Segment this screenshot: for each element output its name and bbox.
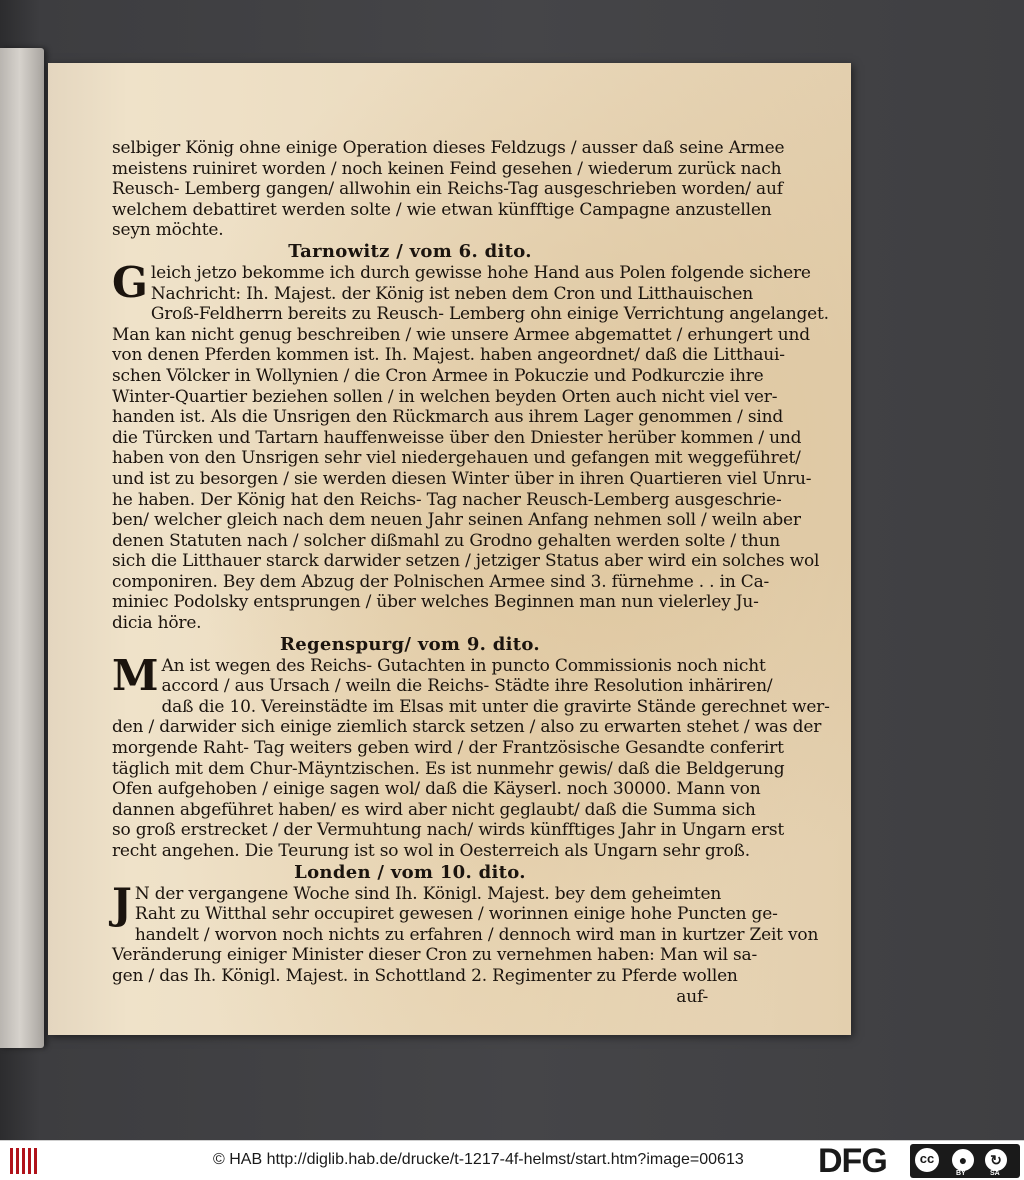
- text-line: den / darwider sich einige ziemlich starck setzen / also zu erwarten stehet / was der: [112, 717, 822, 738]
- text-line: haben von den Unsrigen sehr viel niedergehauen und gefangen mit weggeführet/: [112, 448, 801, 469]
- text-line: N der vergangene Woche sind Ih. Königl. Majest. bey dem geheimten: [134, 883, 722, 904]
- text-line: morgende Raht- Tag weiters geben wird / der Frantzösische Gesandte conferirt: [112, 738, 784, 759]
- text-line: An ist wegen des Reichs- Gutachten in puncto Commissionis noch nicht: [161, 655, 766, 676]
- text-line: dicia höre.: [112, 613, 202, 634]
- text-line: meistens ruiniret worden / noch keinen Feind gesehen / wiederum zurück nach: [112, 158, 782, 179]
- initial-capital: M: [112, 650, 159, 700]
- catchword: auf-: [676, 986, 708, 1007]
- text-line: Reusch- Lemberg gangen/ allwohin ein Reichs-Tag ausgeschrieben worden/ auf: [112, 179, 783, 200]
- text-line: gen / das Ih. Königl. Majest. in Schottland 2. Regimenter zu Pferde wollen: [112, 965, 738, 986]
- text-line: componiren. Bey dem Abzug der Polnischen Armee sind 3. fürnehme . . in Ca-: [112, 571, 770, 592]
- page-text: [112, 138, 830, 1007]
- text-line: leich jetzo bekomme ich durch gewisse hohe Hand aus Polen folgende sichere: [150, 262, 811, 283]
- cc-icon: cc: [913, 1146, 941, 1174]
- text-line: miniec Podolsky entsprungen / über welches Beginnen man nun vielerley Ju-: [112, 592, 759, 613]
- initial-capital: G: [112, 257, 148, 307]
- previous-page-edge: [0, 48, 44, 1048]
- section-heading: Tarnowitz / vom 6. dito.: [288, 240, 532, 262]
- text-line: die Türcken und Tartarn hauffenweisse über den Dniester herüber kommen / und: [112, 427, 802, 448]
- text-line: seyn möchte.: [112, 220, 224, 241]
- text-line: Raht zu Witthal sehr occupiret gewesen / worinnen einige hohe Puncten ge-: [134, 904, 778, 925]
- footer-bar: [0, 1140, 1024, 1180]
- text-line: Veränderung einiger Minister dieser Cron zu vernehmen haben: Man wil sa-: [112, 945, 758, 966]
- section-heading: Londen / vom 10. dito.: [294, 861, 526, 883]
- text-line: täglich mit dem Chur-Mäyntzischen. Es ist nunmehr gewis/ daß die Beldgerung: [112, 758, 785, 779]
- text-line: Nachricht: Ih. Majest. der König ist neben dem Cron und Litthauischen: [150, 283, 754, 304]
- text-line: dannen abgeführet haben/ es wird aber nicht geglaubt/ daß die Summa sich: [112, 799, 756, 820]
- section-heading: Regenspurg/ vom 9. dito.: [280, 633, 540, 655]
- section-paragraph: [112, 878, 819, 1008]
- attribution-icon: ●: [950, 1147, 976, 1173]
- dfg-logo[interactable]: DFG: [818, 1142, 887, 1180]
- text-line: accord / aus Ursach / weiln die Reichs- Städte ihre Resolution inhäriren/: [161, 676, 773, 697]
- section-paragraph: [112, 257, 829, 634]
- hab-logo-icon[interactable]: [6, 1145, 40, 1177]
- text-line: daß die 10. Vereinstädte im Elsas mit unter die gravirte Stände gerechnet wer-: [161, 696, 830, 717]
- section-paragraph: [112, 650, 830, 862]
- text-line: denen Statuten nach / solcher dißmahl zu Grodno gehalten werden solte / thun: [112, 530, 780, 551]
- copyright-link[interactable]: © HAB http://diglib.hab.de/drucke/t-1217-4f-helmst/start.htm?image=00613: [213, 1151, 744, 1168]
- text-line: Man kan nicht genug beschreiben / wie unsere Armee abgemattet / erhungert und: [112, 324, 810, 345]
- text-line: Winter-Quartier beziehen sollen / in welchen beyden Orten auch nicht viel ver-: [112, 386, 778, 407]
- text-line: handen ist. Als die Unsrigen den Rückmarch aus ihrem Lager genommen / sind: [112, 407, 784, 428]
- text-line: schen Völcker in Wollynien / die Cron Armee in Pokuczie und Podkurczie ihre: [112, 365, 764, 386]
- text-line: und ist zu besorgen / sie werden diesen Winter über in ihren Quartieren viel Unru-: [112, 468, 812, 489]
- sa-label: SA: [990, 1170, 1000, 1177]
- text-line: handelt / worvon noch nichts zu erfahren / dennoch wird man in kurtzer Zeit von: [134, 924, 819, 945]
- text-line: so groß erstrecket / der Vermuhtung nach/ wirds künfftiges Jahr in Ungarn erst: [112, 820, 785, 841]
- text-line: ben/ welcher gleich nach dem neuen Jahr seinen Anfang nehmen soll / weiln aber: [112, 510, 801, 531]
- text-line: selbiger König ohne einige Operation dieses Feldzugs / ausser daß seine Armee: [112, 138, 785, 158]
- text-line: sich die Litthauer starck darwider setzen / jetziger Status aber wird ein solches wol: [112, 551, 820, 572]
- text-line: recht angehen. Die Teurung ist so wol in Oesterreich als Ungarn sehr groß.: [112, 841, 750, 861]
- text-line: Groß-Feldherrn bereits zu Reusch- Lemberg ohn einige Verrichtung angelanget.: [150, 304, 829, 325]
- by-label: BY: [956, 1170, 966, 1177]
- share-alike-icon: ↻: [983, 1147, 1009, 1173]
- text-line: von denen Pferden kommen ist. Ih. Majest. haben angeordnet/ daß die Litthaui-: [112, 345, 785, 366]
- text-line: he haben. Der König hat den Reichs- Tag nacher Reusch-Lemberg ausgeschrie-: [112, 489, 782, 510]
- initial-capital: J: [112, 878, 132, 928]
- text-line: Ofen aufgehoben / einige sagen wol/ daß die Käyserl. noch 30000. Mann von: [112, 779, 761, 800]
- text-line: welchem debattiret werden solte / wie etwan künfftige Campagne anzustellen: [112, 199, 772, 220]
- cc-license-badge[interactable]: [910, 1144, 1020, 1178]
- scanned-page: [48, 63, 851, 1035]
